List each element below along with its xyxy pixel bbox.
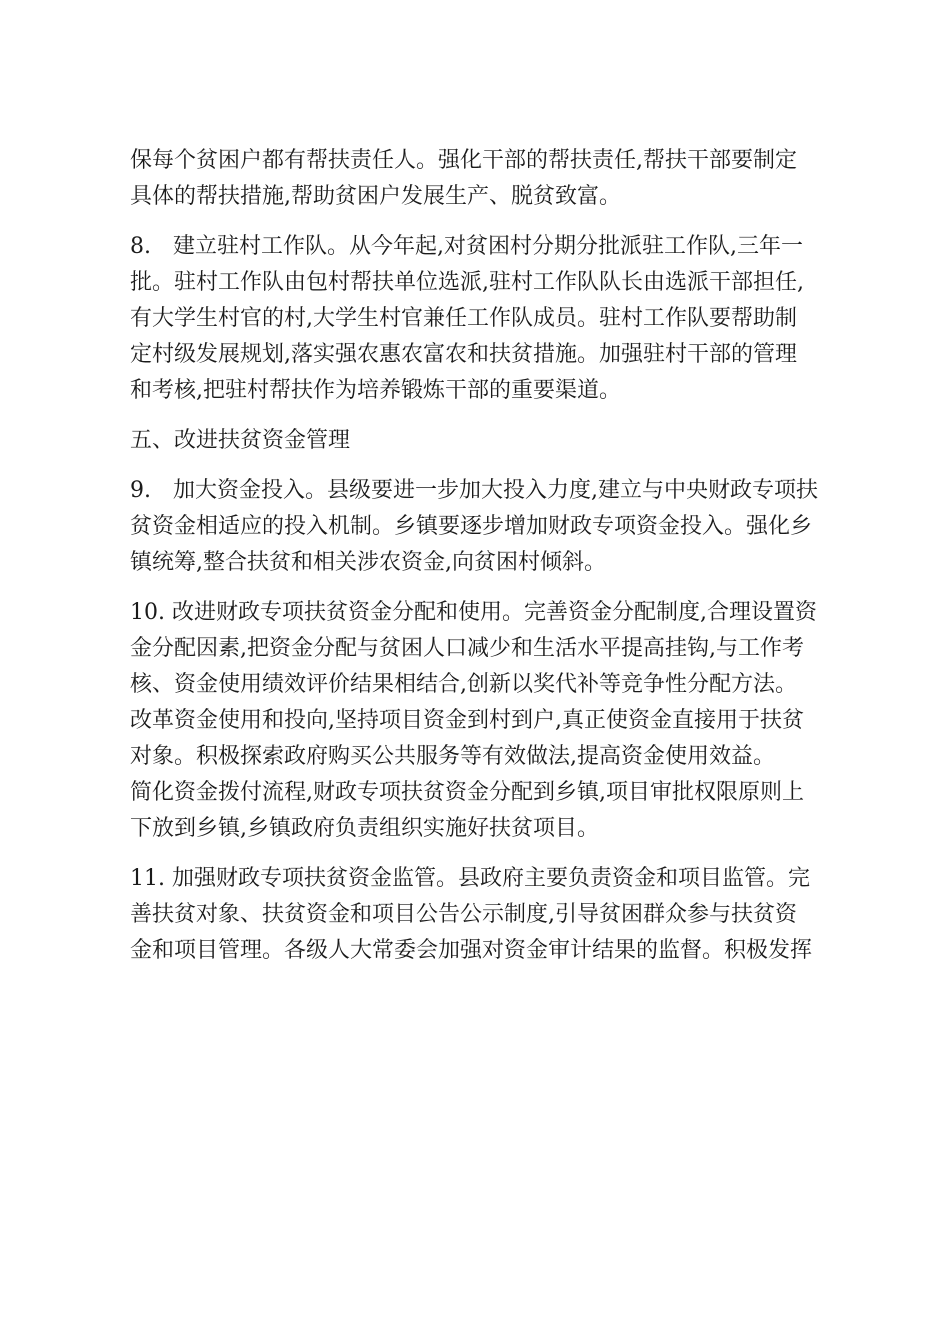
text-line: 批。驻村工作队由包村帮扶单位选派,驻村工作队队长由选派干部担任, bbox=[130, 270, 804, 295]
document-body bbox=[130, 143, 830, 969]
text-line: 对象。积极探索政府购买公共服务等有效做法,提高资金使用效益。 bbox=[130, 744, 775, 769]
text-line: 下放到乡镇,乡镇政府负责组织实施好扶贫项目。 bbox=[130, 816, 599, 841]
text-line: 保每个贫困户都有帮扶责任人。强化干部的帮扶责任,帮扶干部要制定 bbox=[130, 148, 797, 173]
text-line: 8. 建立驻村工作队。从今年起,对贫困村分期分批派驻工作队,三年一 bbox=[130, 234, 803, 259]
section-heading: 五、改进扶贫资金管理 bbox=[130, 428, 351, 453]
text-line: 具体的帮扶措施,帮助贫困户发展生产、脱贫致富。 bbox=[130, 184, 621, 209]
text-line: 镇统筹,整合扶贫和相关涉农资金,向贫困村倾斜。 bbox=[130, 550, 606, 575]
text-line: 金和项目管理。各级人大常委会加强对资金审计结果的监督。积极发挥 bbox=[130, 938, 813, 963]
text-line: 改革资金使用和投向,坚持项目资金到村到户,真正使资金直接用于扶贫 bbox=[130, 708, 804, 733]
text-line: 贫资金相适应的投入机制。乡镇要逐步增加财政专项资金投入。强化乡 bbox=[130, 514, 813, 539]
text-line: 有大学生村官的村,大学生村官兼任工作队成员。驻村工作队要帮助制 bbox=[130, 306, 797, 331]
text-line: 11. 加强财政专项扶贫资金监管。县政府主要负责资金和项目监管。完 bbox=[130, 866, 810, 891]
text-line: 核、资金使用绩效评价结果相结合,创新以奖代补等竞争性分配方法。 bbox=[130, 672, 797, 697]
text-line: 简化资金拨付流程,财政专项扶贫资金分配到乡镇,项目审批权限原则上 bbox=[130, 780, 804, 805]
text-line: 善扶贫对象、扶贫资金和项目公告公示制度,引导贫困群众参与扶贫资 bbox=[130, 902, 797, 927]
text-line: 定村级发展规划,落实强农惠农富农和扶贫措施。加强驻村干部的管理 bbox=[130, 342, 797, 367]
text-line: 9. 加大资金投入。县级要进一步加大投入力度,建立与中央财政专项扶 bbox=[130, 478, 818, 503]
text-line: 10. 改进财政专项扶贫资金分配和使用。完善资金分配制度,合理设置资 bbox=[130, 600, 817, 625]
text-line: 金分配因素,把资金分配与贫困人口减少和生活水平提高挂钩,与工作考 bbox=[130, 636, 804, 661]
text-line: 和考核,把驻村帮扶作为培养锻炼干部的重要渠道。 bbox=[130, 378, 621, 403]
